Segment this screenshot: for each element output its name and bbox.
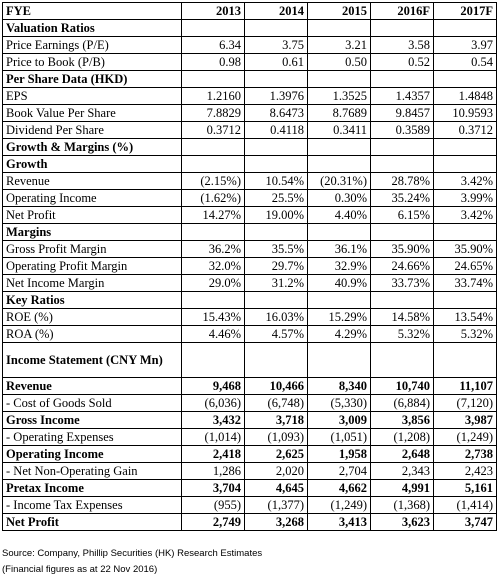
value-cell: 36.1%: [308, 241, 371, 258]
empty-cell: [308, 139, 371, 156]
empty-cell: [434, 292, 497, 309]
empty-cell: [308, 224, 371, 241]
value-cell: 8,340: [308, 378, 371, 395]
row-label: ROE (%): [3, 309, 182, 326]
value-cell: (1,014): [182, 429, 245, 446]
value-cell: 29.7%: [245, 258, 308, 275]
value-cell: 29.0%: [182, 275, 245, 292]
value-cell: 0.30%: [308, 190, 371, 207]
header-year: 2016F: [371, 3, 434, 20]
table-row: [3, 463, 497, 480]
row-label: Pretax Income: [3, 480, 182, 497]
value-cell: 8.7689: [308, 105, 371, 122]
value-cell: (1,051): [308, 429, 371, 446]
value-cell: 3,987: [434, 412, 497, 429]
table-row: [3, 378, 497, 395]
section-label: Margins: [3, 224, 182, 241]
empty-cell: [434, 343, 497, 378]
empty-cell: [245, 224, 308, 241]
row-label: Operating Income: [3, 446, 182, 463]
value-cell: 1.4357: [371, 88, 434, 105]
row-label: - Net Non-Operating Gain: [3, 463, 182, 480]
value-cell: 0.3411: [308, 122, 371, 139]
value-cell: 1,958: [308, 446, 371, 463]
value-cell: (6,884): [371, 395, 434, 412]
empty-cell: [245, 292, 308, 309]
section-label: Valuation Ratios: [3, 20, 182, 37]
header-year: 2017F: [434, 3, 497, 20]
row-label: Dividend Per Share: [3, 122, 182, 139]
section-label: Growth: [3, 156, 182, 173]
value-cell: 0.3712: [182, 122, 245, 139]
empty-cell: [434, 224, 497, 241]
value-cell: 3,432: [182, 412, 245, 429]
section-label: Income Statement (CNY Mn): [3, 343, 182, 378]
source-note: Source: Company, Phillip Securities (HK) Research Estimates: [2, 548, 263, 559]
value-cell: (1,414): [434, 497, 497, 514]
value-cell: (6,036): [182, 395, 245, 412]
row-label: Book Value Per Share: [3, 105, 182, 122]
empty-cell: [434, 20, 497, 37]
value-cell: 3.75: [245, 37, 308, 54]
table-row: [3, 446, 497, 463]
value-cell: 2,625: [245, 446, 308, 463]
empty-cell: [182, 156, 245, 173]
empty-cell: [245, 156, 308, 173]
value-cell: 4.29%: [308, 326, 371, 343]
row-label: Revenue: [3, 378, 182, 395]
row-label: ROA (%): [3, 326, 182, 343]
value-cell: 3,704: [182, 480, 245, 497]
value-cell: (1,368): [371, 497, 434, 514]
value-cell: 36.2%: [182, 241, 245, 258]
table-header-row: [3, 3, 497, 20]
financial-summary-table: [2, 2, 497, 531]
header-year: 2014: [245, 3, 308, 20]
value-cell: 3.99%: [434, 190, 497, 207]
section-label: Growth & Margins (%): [3, 139, 182, 156]
value-cell: 3,009: [308, 412, 371, 429]
value-cell: 40.9%: [308, 275, 371, 292]
row-label: - Operating Expenses: [3, 429, 182, 446]
value-cell: 2,020: [245, 463, 308, 480]
table-row: [3, 37, 497, 54]
value-cell: 0.61: [245, 54, 308, 71]
section-header-row: [3, 292, 497, 309]
empty-cell: [245, 139, 308, 156]
empty-cell: [308, 292, 371, 309]
value-cell: 0.52: [371, 54, 434, 71]
value-cell: (5,330): [308, 395, 371, 412]
value-cell: 3.97: [434, 37, 497, 54]
value-cell: 4,645: [245, 480, 308, 497]
value-cell: 1.3525: [308, 88, 371, 105]
value-cell: (6,748): [245, 395, 308, 412]
value-cell: 0.3589: [371, 122, 434, 139]
empty-cell: [182, 71, 245, 88]
value-cell: 32.9%: [308, 258, 371, 275]
value-cell: (1,249): [308, 497, 371, 514]
table-row: [3, 275, 497, 292]
value-cell: 0.3712: [434, 122, 497, 139]
value-cell: (2.15%): [182, 173, 245, 190]
value-cell: 4.46%: [182, 326, 245, 343]
value-cell: (1,377): [245, 497, 308, 514]
row-label: Gross Income: [3, 412, 182, 429]
table-body: [3, 3, 497, 531]
table-row: [3, 326, 497, 343]
empty-cell: [434, 139, 497, 156]
value-cell: 25.5%: [245, 190, 308, 207]
empty-cell: [371, 71, 434, 88]
section-header-row: [3, 139, 497, 156]
value-cell: 14.58%: [371, 309, 434, 326]
value-cell: 4,662: [308, 480, 371, 497]
value-cell: 6.34: [182, 37, 245, 54]
section-header-row: [3, 156, 497, 173]
table-row: [3, 207, 497, 224]
table-row: [3, 395, 497, 412]
value-cell: 2,738: [434, 446, 497, 463]
value-cell: 5.32%: [434, 326, 497, 343]
value-cell: 28.78%: [371, 173, 434, 190]
header-label: FYE: [3, 3, 182, 20]
table-row: [3, 173, 497, 190]
value-cell: 24.65%: [434, 258, 497, 275]
value-cell: 5.32%: [371, 326, 434, 343]
empty-cell: [371, 156, 434, 173]
value-cell: (7,120): [434, 395, 497, 412]
value-cell: 1.4848: [434, 88, 497, 105]
table-row: [3, 54, 497, 71]
value-cell: 7.8829: [182, 105, 245, 122]
value-cell: 10.9593: [434, 105, 497, 122]
date-note: (Financial figures as at 22 Nov 2016): [2, 564, 158, 575]
value-cell: (20.31%): [308, 173, 371, 190]
value-cell: 2,423: [434, 463, 497, 480]
value-cell: 2,343: [371, 463, 434, 480]
table-row: [3, 480, 497, 497]
section-header-row: [3, 71, 497, 88]
empty-cell: [182, 224, 245, 241]
value-cell: 0.98: [182, 54, 245, 71]
value-cell: 4,991: [371, 480, 434, 497]
value-cell: 35.5%: [245, 241, 308, 258]
value-cell: 2,648: [371, 446, 434, 463]
table-row: [3, 412, 497, 429]
value-cell: (1,093): [245, 429, 308, 446]
value-cell: 33.74%: [434, 275, 497, 292]
value-cell: 3,623: [371, 514, 434, 531]
empty-cell: [371, 224, 434, 241]
value-cell: (1.62%): [182, 190, 245, 207]
empty-cell: [434, 156, 497, 173]
table-row: [3, 190, 497, 207]
empty-cell: [182, 292, 245, 309]
header-year: 2013: [182, 3, 245, 20]
value-cell: 13.54%: [434, 309, 497, 326]
value-cell: 0.54: [434, 54, 497, 71]
empty-cell: [371, 20, 434, 37]
row-label: Revenue: [3, 173, 182, 190]
value-cell: 4.57%: [245, 326, 308, 343]
row-label: Price to Book (P/B): [3, 54, 182, 71]
table-row: [3, 241, 497, 258]
empty-cell: [245, 20, 308, 37]
table-row: [3, 88, 497, 105]
section-header-row: [3, 20, 497, 37]
empty-cell: [182, 139, 245, 156]
value-cell: 1.2160: [182, 88, 245, 105]
value-cell: 3,268: [245, 514, 308, 531]
empty-cell: [182, 20, 245, 37]
value-cell: 16.03%: [245, 309, 308, 326]
value-cell: 19.00%: [245, 207, 308, 224]
value-cell: 10,466: [245, 378, 308, 395]
header-year: 2015: [308, 3, 371, 20]
value-cell: 32.0%: [182, 258, 245, 275]
value-cell: 10.54%: [245, 173, 308, 190]
table-row: [3, 122, 497, 139]
section-header-row: [3, 224, 497, 241]
value-cell: 35.24%: [371, 190, 434, 207]
value-cell: 0.50: [308, 54, 371, 71]
value-cell: 3.42%: [434, 207, 497, 224]
empty-cell: [371, 292, 434, 309]
row-label: Price Earnings (P/E): [3, 37, 182, 54]
value-cell: 1.3976: [245, 88, 308, 105]
value-cell: 8.6473: [245, 105, 308, 122]
table-row: [3, 105, 497, 122]
value-cell: 14.27%: [182, 207, 245, 224]
row-label: - Cost of Goods Sold: [3, 395, 182, 412]
value-cell: 15.29%: [308, 309, 371, 326]
table-row: [3, 429, 497, 446]
value-cell: 31.2%: [245, 275, 308, 292]
row-label: Operating Income: [3, 190, 182, 207]
row-label: Operating Profit Margin: [3, 258, 182, 275]
value-cell: (955): [182, 497, 245, 514]
value-cell: 10,740: [371, 378, 434, 395]
value-cell: 24.66%: [371, 258, 434, 275]
empty-cell: [434, 71, 497, 88]
row-label: EPS: [3, 88, 182, 105]
empty-cell: [308, 343, 371, 378]
section-header-row: [3, 343, 497, 378]
value-cell: 35.90%: [434, 241, 497, 258]
value-cell: 0.4118: [245, 122, 308, 139]
empty-cell: [308, 20, 371, 37]
value-cell: 11,107: [434, 378, 497, 395]
section-label: Key Ratios: [3, 292, 182, 309]
value-cell: 33.73%: [371, 275, 434, 292]
value-cell: (1,249): [434, 429, 497, 446]
row-label: - Income Tax Expenses: [3, 497, 182, 514]
value-cell: 2,749: [182, 514, 245, 531]
empty-cell: [245, 343, 308, 378]
value-cell: 9,468: [182, 378, 245, 395]
empty-cell: [245, 71, 308, 88]
value-cell: (1,208): [371, 429, 434, 446]
empty-cell: [308, 156, 371, 173]
value-cell: 3,856: [371, 412, 434, 429]
table-row: [3, 258, 497, 275]
value-cell: 3.58: [371, 37, 434, 54]
value-cell: 35.90%: [371, 241, 434, 258]
empty-cell: [371, 139, 434, 156]
table-row: [3, 497, 497, 514]
empty-cell: [182, 343, 245, 378]
value-cell: 2,704: [308, 463, 371, 480]
row-label: Net Profit: [3, 514, 182, 531]
value-cell: 4.40%: [308, 207, 371, 224]
value-cell: 5,161: [434, 480, 497, 497]
value-cell: 9.8457: [371, 105, 434, 122]
value-cell: 3,413: [308, 514, 371, 531]
value-cell: 2,418: [182, 446, 245, 463]
row-label: Gross Profit Margin: [3, 241, 182, 258]
value-cell: 6.15%: [371, 207, 434, 224]
row-label: Net Income Margin: [3, 275, 182, 292]
value-cell: 1,286: [182, 463, 245, 480]
empty-cell: [371, 343, 434, 378]
table-row: [3, 309, 497, 326]
section-label: Per Share Data (HKD): [3, 71, 182, 88]
empty-cell: [308, 71, 371, 88]
row-label: Net Profit: [3, 207, 182, 224]
value-cell: 3,747: [434, 514, 497, 531]
value-cell: 3.42%: [434, 173, 497, 190]
value-cell: 15.43%: [182, 309, 245, 326]
table-row: [3, 514, 497, 531]
value-cell: 3.21: [308, 37, 371, 54]
value-cell: 3,718: [245, 412, 308, 429]
